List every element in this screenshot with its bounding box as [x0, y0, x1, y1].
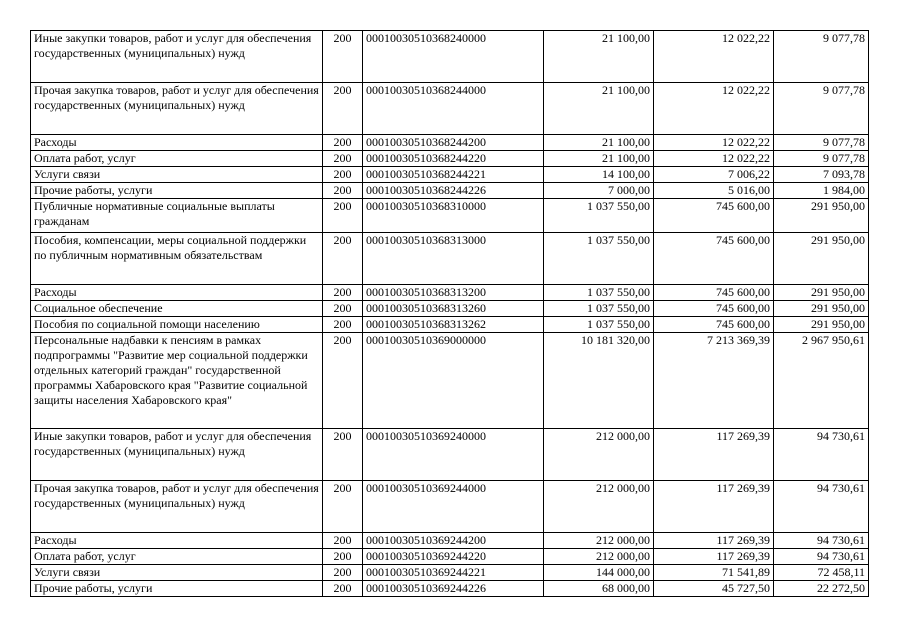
row-line-code-cell: 200 [323, 167, 363, 183]
table-row [31, 233, 869, 285]
table-row [31, 31, 869, 83]
row-executed-cell: 117 269,39 [654, 481, 774, 533]
row-approved-cell: 1 037 550,00 [544, 317, 654, 333]
row-unexecuted-cell: 2 967 950,61 [774, 333, 869, 429]
row-budget-code-cell: 00010030510369244221 [363, 565, 544, 581]
row-approved-cell: 212 000,00 [544, 549, 654, 565]
row-line-code-cell: 200 [323, 429, 363, 481]
row-name-cell: Персональные надбавки к пенсиям в рамках подпрограммы "Развитие мер социальной поддержки отдельных категорий граждан" государственной программы Хабаровского края "Развитие социальной защиты населения Хабаровского края" [31, 333, 323, 429]
row-line-code-cell: 200 [323, 301, 363, 317]
row-unexecuted-cell: 291 950,00 [774, 285, 869, 301]
table-row [31, 533, 869, 549]
row-executed-cell: 12 022,22 [654, 135, 774, 151]
row-line-code-cell: 200 [323, 581, 363, 597]
row-name-cell: Прочая закупка товаров, работ и услуг для обеспечения государственных (муниципальных) нужд [31, 481, 323, 533]
row-unexecuted-cell: 1 984,00 [774, 183, 869, 199]
row-executed-cell: 745 600,00 [654, 317, 774, 333]
row-executed-cell: 117 269,39 [654, 533, 774, 549]
row-executed-cell: 117 269,39 [654, 549, 774, 565]
row-line-code-cell: 200 [323, 565, 363, 581]
row-unexecuted-cell: 9 077,78 [774, 31, 869, 83]
row-executed-cell: 12 022,22 [654, 151, 774, 167]
row-budget-code-cell: 00010030510368313200 [363, 285, 544, 301]
row-budget-code-cell: 00010030510369240000 [363, 429, 544, 481]
row-name-cell: Услуги связи [31, 565, 323, 581]
row-unexecuted-cell: 94 730,61 [774, 429, 869, 481]
row-approved-cell: 21 100,00 [544, 135, 654, 151]
row-name-cell: Прочая закупка товаров, работ и услуг для обеспечения государственных (муниципальных) нужд [31, 83, 323, 135]
table-row [31, 317, 869, 333]
row-line-code-cell: 200 [323, 333, 363, 429]
row-executed-cell: 12 022,22 [654, 83, 774, 135]
row-name-cell: Пособия, компенсации, меры социальной поддержки по публичным нормативным обязательствам [31, 233, 323, 285]
row-executed-cell: 745 600,00 [654, 233, 774, 285]
row-approved-cell: 1 037 550,00 [544, 285, 654, 301]
row-unexecuted-cell: 9 077,78 [774, 135, 869, 151]
table-row [31, 301, 869, 317]
row-line-code-cell: 200 [323, 533, 363, 549]
row-executed-cell: 7 213 369,39 [654, 333, 774, 429]
row-unexecuted-cell: 291 950,00 [774, 199, 869, 233]
row-budget-code-cell: 00010030510368244000 [363, 83, 544, 135]
row-unexecuted-cell: 94 730,61 [774, 481, 869, 533]
row-unexecuted-cell: 94 730,61 [774, 549, 869, 565]
row-budget-code-cell: 00010030510369244200 [363, 533, 544, 549]
row-line-code-cell: 200 [323, 83, 363, 135]
row-line-code-cell: 200 [323, 285, 363, 301]
row-approved-cell: 1 037 550,00 [544, 199, 654, 233]
row-name-cell: Расходы [31, 285, 323, 301]
row-executed-cell: 745 600,00 [654, 301, 774, 317]
row-unexecuted-cell: 291 950,00 [774, 317, 869, 333]
row-approved-cell: 212 000,00 [544, 429, 654, 481]
budget-execution-table [30, 30, 869, 597]
row-approved-cell: 212 000,00 [544, 481, 654, 533]
table-row [31, 565, 869, 581]
row-budget-code-cell: 00010030510368240000 [363, 31, 544, 83]
row-executed-cell: 45 727,50 [654, 581, 774, 597]
row-budget-code-cell: 00010030510369244000 [363, 481, 544, 533]
row-name-cell: Оплата работ, услуг [31, 549, 323, 565]
row-unexecuted-cell: 9 077,78 [774, 83, 869, 135]
row-line-code-cell: 200 [323, 317, 363, 333]
row-name-cell: Публичные нормативные социальные выплаты гражданам [31, 199, 323, 233]
row-approved-cell: 1 037 550,00 [544, 301, 654, 317]
row-line-code-cell: 200 [323, 151, 363, 167]
table-row [31, 183, 869, 199]
row-unexecuted-cell: 22 272,50 [774, 581, 869, 597]
row-executed-cell: 7 006,22 [654, 167, 774, 183]
row-line-code-cell: 200 [323, 481, 363, 533]
row-unexecuted-cell: 72 458,11 [774, 565, 869, 581]
row-approved-cell: 68 000,00 [544, 581, 654, 597]
table-row [31, 549, 869, 565]
row-executed-cell: 745 600,00 [654, 199, 774, 233]
row-approved-cell: 21 100,00 [544, 151, 654, 167]
row-approved-cell: 21 100,00 [544, 83, 654, 135]
row-budget-code-cell: 00010030510368310000 [363, 199, 544, 233]
row-approved-cell: 1 037 550,00 [544, 233, 654, 285]
row-executed-cell: 5 016,00 [654, 183, 774, 199]
table-row [31, 83, 869, 135]
row-approved-cell: 7 000,00 [544, 183, 654, 199]
row-line-code-cell: 200 [323, 183, 363, 199]
row-approved-cell: 14 100,00 [544, 167, 654, 183]
row-line-code-cell: 200 [323, 233, 363, 285]
row-executed-cell: 12 022,22 [654, 31, 774, 83]
table-row [31, 151, 869, 167]
table-row [31, 581, 869, 597]
table-row [31, 429, 869, 481]
row-name-cell: Расходы [31, 533, 323, 549]
row-executed-cell: 71 541,89 [654, 565, 774, 581]
table-body [31, 31, 869, 597]
row-budget-code-cell: 00010030510368313260 [363, 301, 544, 317]
row-name-cell: Расходы [31, 135, 323, 151]
table-row [31, 481, 869, 533]
row-approved-cell: 144 000,00 [544, 565, 654, 581]
row-approved-cell: 10 181 320,00 [544, 333, 654, 429]
row-budget-code-cell: 00010030510368244200 [363, 135, 544, 151]
row-unexecuted-cell: 9 077,78 [774, 151, 869, 167]
row-budget-code-cell: 00010030510368313262 [363, 317, 544, 333]
table-row [31, 167, 869, 183]
row-unexecuted-cell: 291 950,00 [774, 233, 869, 285]
row-executed-cell: 117 269,39 [654, 429, 774, 481]
row-name-cell: Иные закупки товаров, работ и услуг для обеспечения государственных (муниципальных) нужд [31, 429, 323, 481]
table-row [31, 199, 869, 233]
row-budget-code-cell: 00010030510368244220 [363, 151, 544, 167]
row-budget-code-cell: 00010030510368244221 [363, 167, 544, 183]
row-name-cell: Прочие работы, услуги [31, 581, 323, 597]
row-name-cell: Пособия по социальной помощи населению [31, 317, 323, 333]
row-line-code-cell: 200 [323, 31, 363, 83]
row-unexecuted-cell: 7 093,78 [774, 167, 869, 183]
row-name-cell: Оплата работ, услуг [31, 151, 323, 167]
row-budget-code-cell: 00010030510369244220 [363, 549, 544, 565]
row-budget-code-cell: 00010030510369244226 [363, 581, 544, 597]
row-budget-code-cell: 00010030510369000000 [363, 333, 544, 429]
table-row [31, 333, 869, 429]
table-row [31, 285, 869, 301]
row-budget-code-cell: 00010030510368244226 [363, 183, 544, 199]
row-name-cell: Социальное обеспечение [31, 301, 323, 317]
row-executed-cell: 745 600,00 [654, 285, 774, 301]
row-line-code-cell: 200 [323, 199, 363, 233]
row-unexecuted-cell: 94 730,61 [774, 533, 869, 549]
row-name-cell: Прочие работы, услуги [31, 183, 323, 199]
row-line-code-cell: 200 [323, 135, 363, 151]
row-approved-cell: 212 000,00 [544, 533, 654, 549]
row-unexecuted-cell: 291 950,00 [774, 301, 869, 317]
row-name-cell: Услуги связи [31, 167, 323, 183]
row-budget-code-cell: 00010030510368313000 [363, 233, 544, 285]
row-name-cell: Иные закупки товаров, работ и услуг для обеспечения государственных (муниципальных) нужд [31, 31, 323, 83]
table-row [31, 135, 869, 151]
row-line-code-cell: 200 [323, 549, 363, 565]
row-approved-cell: 21 100,00 [544, 31, 654, 83]
